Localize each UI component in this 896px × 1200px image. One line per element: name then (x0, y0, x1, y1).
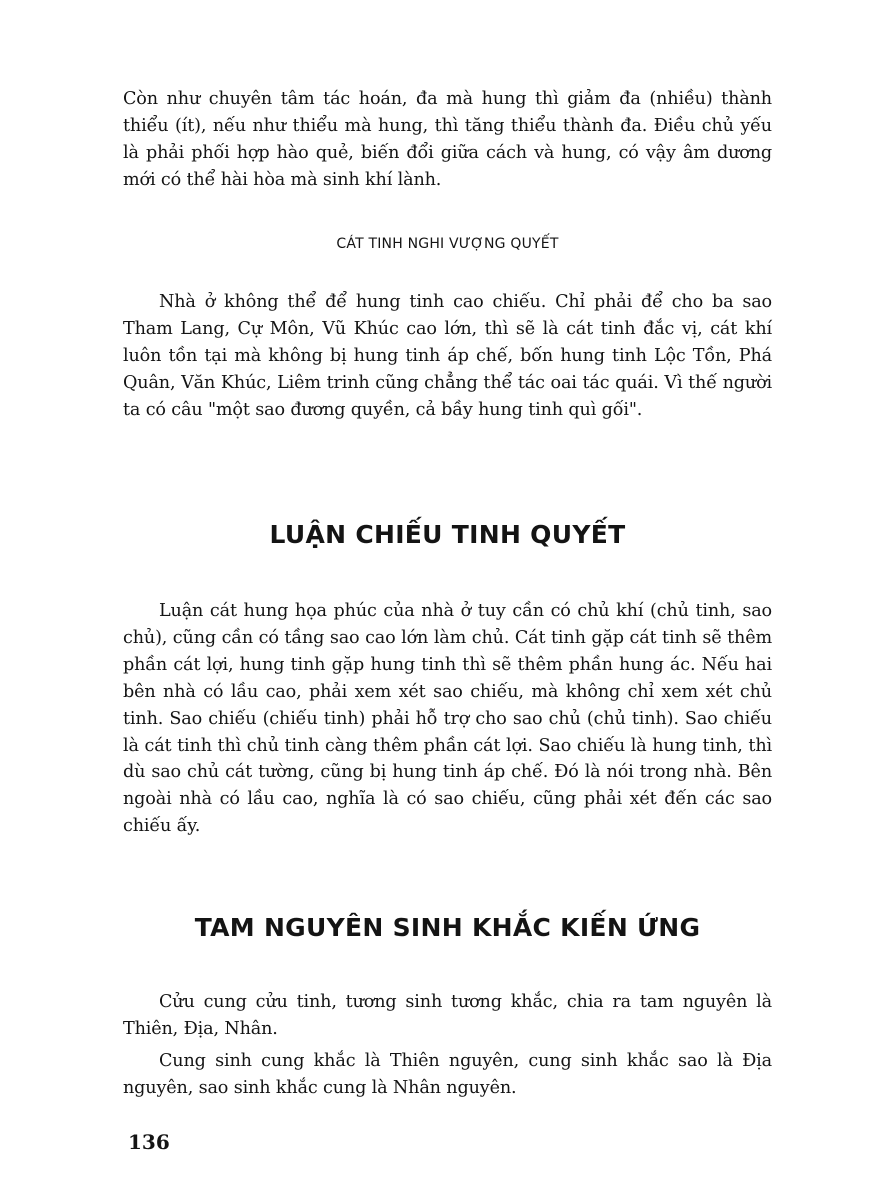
paragraph-intro (123, 86, 772, 194)
section-heading: TAM NGUYÊN SINH KHẮC KIẾN ỨNG (194, 913, 701, 942)
section-heading: LUẬN CHIẾU TINH QUYẾT (269, 520, 626, 549)
paragraph-cat-tinh (123, 289, 772, 424)
paragraph-text: Cửu cung cửu tinh, tương sinh tương khắc, chia ra tam nguyên là Thiên, Địa, Nhân. (123, 992, 772, 1039)
section-subheading: CÁT TINH NGHI VƯỢNG QUYẾT (336, 236, 559, 252)
paragraph-tam-nguyen-1 (123, 989, 772, 1043)
section-luan-chieu-tinh (123, 520, 772, 549)
paragraph-text: Còn như chuyên tâm tác hoán, đa mà hung thì giảm đa (nhiều) thành thiểu (ít), nếu như thiểu mà hung, thì tăng thiểu thành đa. Điều chủ yếu là phải phối hợp hào quẻ, biến đổi giữa cách và hung, có vậy âm dương mới có thể hài hòa mà sinh khí lành. (123, 89, 772, 190)
paragraph-luan-chieu-tinh (123, 598, 772, 840)
section-cat-tinh (123, 236, 772, 252)
paragraph-tam-nguyen-2 (123, 1048, 772, 1102)
section-tam-nguyen (123, 913, 772, 942)
paragraph-text: Nhà ở không thể để hung tinh cao chiếu. Chỉ phải để cho ba sao Tham Lang, Cự Môn, Vũ Khúc cao lớn, thì sẽ là cát tinh đắc vị, cát khí luôn tồn tại mà không bị hung tinh áp chế, bốn hung tinh Lộc Tồn, Phá Quân, Văn Khúc, Liêm trinh cũng chẳng thể tác oai tác quái. Vì thế người ta có câu "một sao đương quyền, cả bầy hung tinh quì gối". (123, 292, 772, 420)
paragraph-text: Cung sinh cung khắc là Thiên nguyên, cung sinh khắc sao là Địa nguyên, sao sinh khắc cung là Nhân nguyên. (123, 1051, 772, 1098)
paragraph-text: Luận cát hung họa phúc của nhà ở tuy cần có chủ khí (chủ tinh, sao chủ), cũng cần có tầng sao cao lớn làm chủ. Cát tinh gặp cát tinh sẽ thêm phần cát lợi, hung tinh gặp hung tinh thì sẽ thêm phần hung ác. Nếu hai bên nhà có lầu cao, phải xem xét sao chiếu, mà không chỉ xem xét chủ tinh. Sao chiếu (chiếu tinh) phải hỗ trợ cho sao chủ (chủ tinh). Sao chiếu là cát tinh thì chủ tinh càng thêm phần cát lợi. Sao chiếu là hung tinh, thì dù sao chủ cát tường, cũng bị hung tinh áp chế. Đó là nói trong nhà. Bên ngoài nhà có lầu cao, nghĩa là có sao chiếu, cũng phải xét đến các sao chiếu ấy. (123, 601, 772, 837)
page-number: 136 (128, 1130, 170, 1154)
